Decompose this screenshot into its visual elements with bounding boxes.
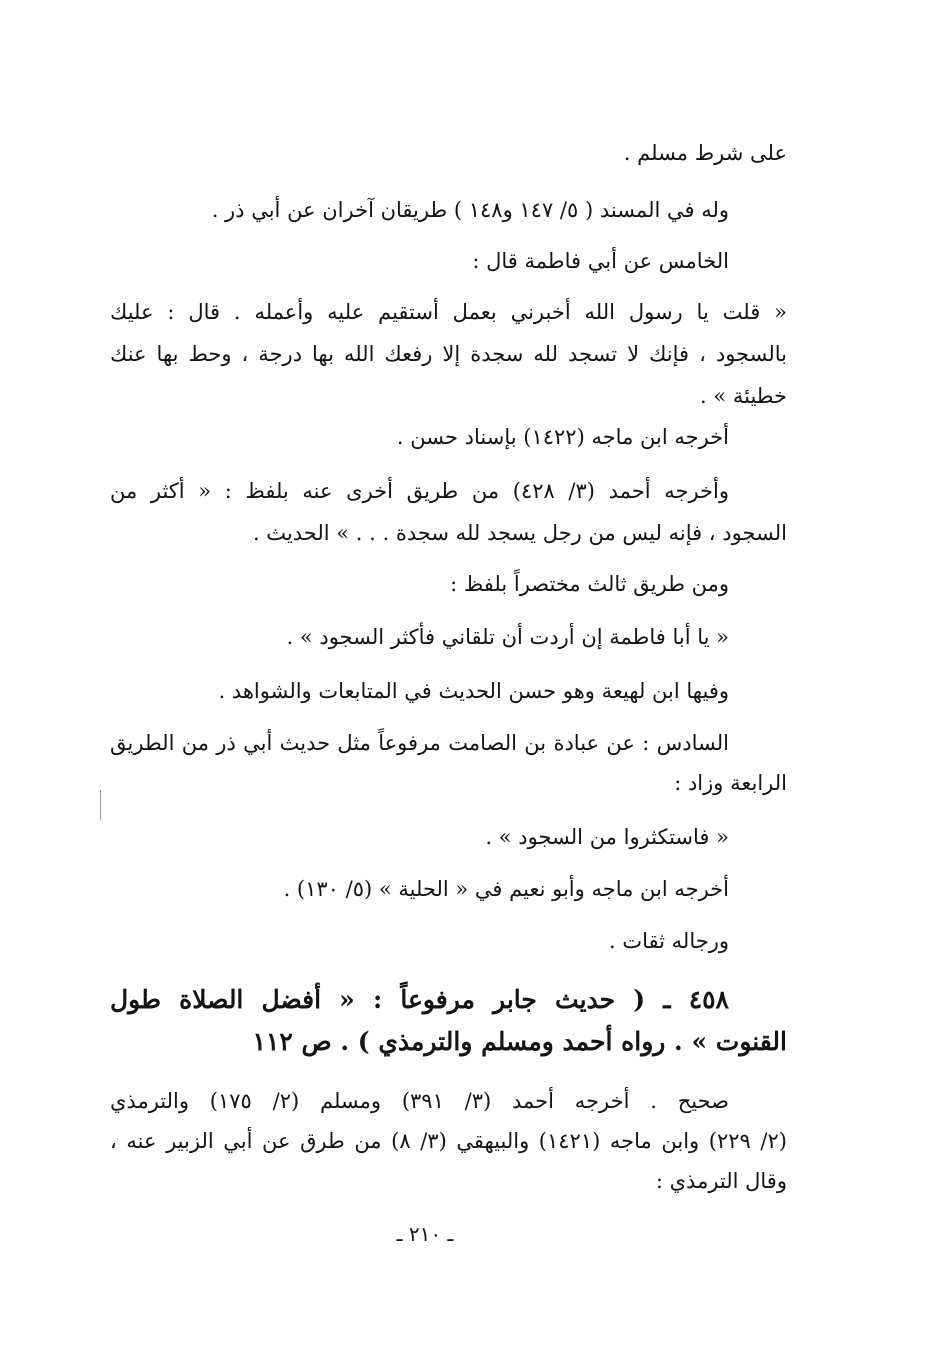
- section-fifth-heading: الخامس عن أبي فاطمة قال :: [472, 249, 729, 273]
- text-line-12: وفيها ابن لهيعة وهو حسن الحديث في المتابعات والشواهد .: [218, 679, 729, 703]
- page-number: ـ ٢١٠ ـ: [396, 1222, 454, 1246]
- text-line-17: ورجاله ثقات .: [609, 929, 729, 953]
- text-line-4: « قلت يا رسول الله أخبرني بعمل أستقيم عليه وأعمله . قال : عليك: [110, 300, 787, 324]
- text-line-9: السجود ، فإنه ليس من رجل يسجد لله سجدة . . . » الحديث .: [252, 521, 787, 545]
- text-line-6: خطيئة » .: [699, 384, 787, 408]
- text-line-5: بالسجود ، فإنك لا تسجد لله سجدة إلا رفعك الله بها درجة ، وحط بها عنك: [110, 342, 787, 366]
- text-line-1: على شرط مسلم .: [623, 141, 787, 165]
- text-line-8: وأخرجه أحمد (٣/ ٤٢٨) من طريق أخرى عنه بلفظ : « أكثر من: [110, 479, 729, 503]
- hadith-458-source: القنوت » . رواه أحمد ومسلم والترمذي ) . ص ١١٢: [252, 1027, 787, 1056]
- text-line-16: أخرجه ابن ماجه وأبو نعيم في « الحلية » (٥/ ١٣٠) .: [283, 877, 729, 901]
- text-line-20: صحيح . أخرجه أحمد (٣/ ٣٩١) ومسلم (٢/ ١٧٥) والترمذي: [110, 1089, 729, 1113]
- hadith-458-heading: ٤٥٨ ـ ( حديث جابر مرفوعاً : « أفضل الصلاة طول: [110, 985, 729, 1014]
- text-line-21: (٢/ ٢٢٩) وابن ماجه (١٤٢١) والبيهقي (٣/ ٨) من طرق عن أبي الزبير عنه ،: [110, 1129, 787, 1153]
- text-line-7: أخرجه ابن ماجه (١٤٢٢) بإسناد حسن .: [396, 425, 729, 449]
- section-sixth-heading: السادس : عن عبادة بن الصامت مرفوعاً مثل حديث أبي ذر من الطريق: [110, 731, 729, 755]
- text-line-11: « يا أبا فاطمة إن أردت أن تلقاني فأكثر السجود » .: [286, 625, 729, 649]
- text-line-15: « فاستكثروا من السجود » .: [485, 825, 729, 849]
- text-line-10: ومن طريق ثالث مختصراً بلفظ :: [450, 572, 729, 596]
- text-line-22: وقال الترمذي :: [655, 1169, 787, 1193]
- text-line-2: وله في المسند ( ٥/ ١٤٧ و١٤٨ ) طريقان آخران عن أبي ذر .: [211, 198, 729, 222]
- text-line-14: الرابعة وزاد :: [674, 771, 787, 795]
- margin-mark: [100, 790, 101, 820]
